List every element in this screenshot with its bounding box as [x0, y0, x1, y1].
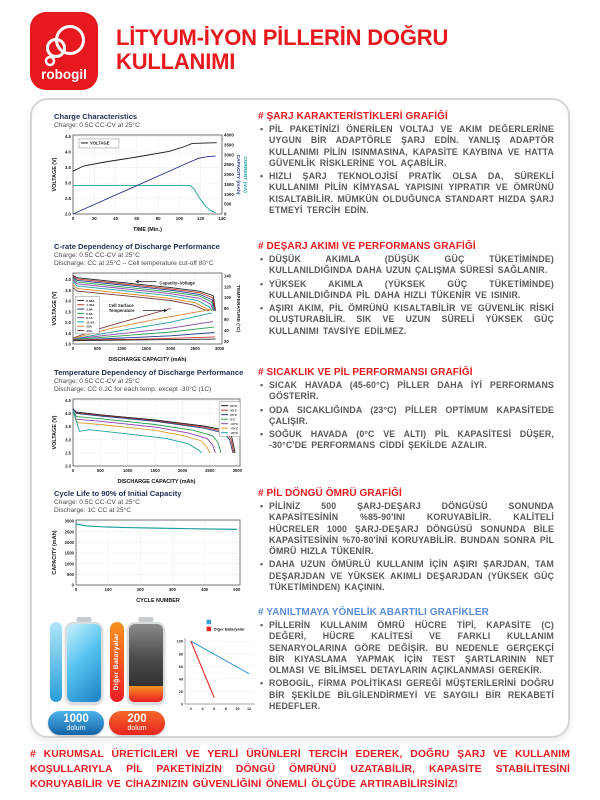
svg-text:400: 400 [201, 587, 209, 593]
bullet: • PİLİNİZ 500 ŞARJ-DEŞARJ DÖNGÜSÜ SONUNDA KAPASİTESİNİN %85-90'INI KORUYABİLİR. KALİTELİ HÜCRELER 1000 ŞARJ-DEŞARJ DÖNGÜSÜ SONUNDA BİLE KAPASİTESİNİN %70-80'İNİ KORUYABİLİR. BUNDAN SONRA PİL ÖMRÜ HIZLA TÜKENİR. [258, 501, 554, 557]
svg-text:140: 140 [218, 216, 226, 222]
chart-title: C-rate Dependency of Discharge Performance [54, 242, 220, 251]
section-charge-characteristics [258, 110, 556, 240]
svg-text:4000: 4000 [224, 132, 234, 138]
other-battery-bar [110, 622, 124, 702]
svg-text:CYCLE NUMBER: CYCLE NUMBER [136, 598, 180, 605]
svg-text:100: 100 [175, 216, 184, 222]
svg-text:120: 120 [197, 216, 205, 222]
robogil-battery-top [50, 616, 103, 704]
svg-text:0: 0 [71, 468, 75, 474]
bullet: • SICAK HAVADA (45-60°C) PİLLER DAHA İYİ PERFORMANS GÖSTERİR. [258, 380, 554, 403]
svg-text:TIME (Min.): TIME (Min.) [133, 227, 162, 234]
svg-text:40: 40 [113, 216, 119, 222]
svg-text:300: 300 [168, 587, 176, 593]
chart-canvas-cycle-life [48, 516, 250, 606]
battery-cap [76, 617, 91, 622]
footer-note: # KURUMSAL ÜRETİCİLERİ VE YERLİ ÜRÜNLERİ TERCİH EDEREK, DOĞRU ŞARJ VE KULLANIM KOŞULLARIYLA PİL PAKETİNİZİN DÖNGÜ ÖMRÜNÜ UZATABİLİR, KAPASİTE STABİLİTESİNİ KORUYABİLİR VE CİHAZINIZIN GÜVENLİĞİNİ ÖNEMLİ ÖLÇÜDE ARTIRABİLİRSİNİZ! [30, 749, 570, 791]
cycle-comparison-mini-chart [170, 616, 260, 721]
svg-text:2500: 2500 [205, 468, 215, 474]
svg-text:1000: 1000 [224, 192, 234, 198]
svg-text:45°C: 45°C [230, 409, 238, 414]
svg-text:8.7A: 8.7A [86, 316, 93, 321]
chart-crate-dependency [44, 240, 250, 366]
section-temperature-performance [258, 366, 556, 487]
bullet: • ODA SICAKLIĞINDA (23°C) PİLLER OPTİMUM KAPASİTEDE ÇALIŞIR. [258, 405, 554, 428]
svg-text:1000: 1000 [64, 561, 74, 567]
svg-text:4: 4 [201, 707, 204, 711]
svg-text:20: 20 [178, 690, 183, 695]
svg-text:4.5: 4.5 [64, 134, 71, 140]
svg-text:140: 140 [224, 273, 231, 279]
robogil-battery-bar [50, 622, 62, 702]
svg-text:60: 60 [224, 317, 229, 323]
chart-subtitle: Charge: 0.5C CC-CV at 25°C [54, 122, 140, 129]
section-bullets [258, 620, 554, 712]
content-panel [30, 98, 570, 738]
svg-text:3000: 3000 [224, 152, 234, 158]
battery-cap [138, 617, 153, 622]
bullet: • DAHA UZUN ÖMÜRLÜ KULLANIM İÇİN AŞIRI ŞARJDAN, TAM DEŞARJDAN VE YÜKSEK AKIMLI DEŞARJDAN (YÜKSEK GÜÇ TÜKETİMİNDEN) KAÇININ. [258, 559, 554, 593]
svg-text:3.5: 3.5 [65, 288, 71, 294]
svg-text:2000: 2000 [64, 540, 74, 546]
svg-text:-10°C: -10°C [230, 422, 239, 427]
svg-text:1.0: 1.0 [65, 342, 71, 348]
bullet: • YÜKSEK AKIMLA (YÜKSEK GÜÇ TÜKETİMİNDE) KULLANILDIĞINDA PİL DAHA HIZLI TÜKENİR VE ISINIR. [258, 279, 554, 302]
svg-text:4.0: 4.0 [65, 277, 71, 283]
svg-text:2.0: 2.0 [64, 211, 71, 217]
cycle-unit: dolum [66, 725, 86, 733]
svg-text:80: 80 [155, 216, 161, 222]
cycle-count: 200 [127, 712, 147, 725]
svg-text:3000: 3000 [232, 468, 242, 474]
bullet: • AŞIRI AKIM, PİL ÖMRÜNÜ KISALTABİLİR VE GÜVENLİK RİSKİ OLUŞTURABİLİR. SIK VE UZUN SÜRELİ YÜKSEK GÜÇ KULLANIMI TAVSİYE EDİLMEZ. [258, 303, 554, 337]
chart-temperature-dependency [44, 366, 250, 487]
chart-title: Charge Characteristics [54, 112, 138, 121]
svg-text:3.5: 3.5 [64, 165, 71, 171]
other-battery-icon [127, 622, 165, 704]
svg-text:20A: 20A [86, 325, 92, 330]
svg-text:11.6A: 11.6A [86, 320, 95, 325]
svg-text:20: 20 [91, 216, 97, 222]
section-heading: # SICAKLIK VE PİL PERFORMANSI GRAFİĞİ [258, 367, 473, 378]
svg-text:0: 0 [224, 211, 227, 217]
svg-text:1500: 1500 [141, 346, 151, 352]
svg-text:10: 10 [235, 707, 240, 711]
svg-text:0: 0 [74, 587, 78, 593]
svg-text:2.5: 2.5 [64, 196, 71, 202]
other-cycle-badge [109, 711, 165, 735]
svg-text:4.5: 4.5 [65, 398, 71, 404]
chart-cycle-life [44, 487, 250, 606]
other-battery-top [110, 616, 165, 704]
svg-text:40: 40 [178, 677, 183, 682]
chart-title: Temperature Dependency of Discharge Performance [54, 368, 244, 377]
svg-text:40: 40 [224, 328, 229, 334]
svg-text:2: 2 [189, 707, 192, 711]
robogil-battery-icon [65, 622, 103, 704]
svg-text:25°C: 25°C [230, 413, 238, 418]
svg-text:60: 60 [134, 216, 140, 222]
svg-text:3000: 3000 [64, 519, 74, 525]
svg-text:3.0: 3.0 [65, 299, 71, 305]
section-heading: # ŞARJ KARAKTERİSTİKLERİ GRAFİĞİ [258, 111, 448, 122]
svg-text:-30°C: -30°C [230, 431, 239, 436]
section-misleading-graphs [258, 606, 556, 730]
other-battery-group [109, 616, 165, 735]
svg-text:CAPACITY (mAh): CAPACITY (mAh) [235, 154, 240, 195]
svg-text:Cell Surface: Cell Surface [108, 303, 134, 309]
svg-text:3500: 3500 [224, 142, 234, 148]
svg-text:0: 0 [71, 346, 75, 352]
page-header [0, 0, 600, 90]
svg-text:VOLTAGE (V): VOLTAGE (V) [52, 157, 58, 192]
svg-text:2500: 2500 [190, 346, 200, 352]
svg-text:3.0: 3.0 [64, 180, 71, 186]
section-bullets [258, 501, 554, 593]
cycle-count: 1000 [63, 712, 89, 725]
svg-text:5.8A: 5.8A [86, 312, 93, 317]
svg-text:2000: 2000 [166, 346, 176, 352]
bullet: • HIZLI ŞARJ TEKNOLOJİSİ PRATİK OLSA DA, SÜREKLİ KULLANIMI PİLİN KİMYASAL YAPISINI YIPRATIR VE ÖMRÜNÜ KISALTABİLİR. MÜMKÜN OLDUĞUNCA STANDART HIZDA ŞARJ ETMEYİ TERCİH EDİN. [258, 171, 554, 216]
svg-text:CURRENT (mA): CURRENT (mA) [242, 156, 247, 193]
svg-text:80: 80 [224, 306, 229, 312]
svg-text:3000: 3000 [214, 346, 225, 352]
bullet: • SOĞUK HAVADA (0°C VE ALTI) PİL KAPASİTESİ DÜŞER, -30°C'DE PERFORMANS CİDDİ ŞEKİLDE AZALIR. [258, 429, 554, 452]
robogil-battery-group [48, 616, 104, 735]
svg-text:4.0: 4.0 [64, 149, 71, 155]
svg-text:3.5: 3.5 [65, 424, 71, 430]
svg-text:2500: 2500 [64, 529, 74, 535]
chart-canvas-charge [48, 131, 250, 238]
svg-text:TEMPERATURE (°C): TEMPERATURE (°C) [235, 285, 240, 333]
svg-text:1.45A: 1.45A [86, 303, 95, 308]
svg-text:0.58A: 0.58A [86, 299, 95, 304]
chart-subtitle: Charge: 0.5C CC-CV at 25°C [54, 378, 140, 385]
svg-text:12: 12 [247, 707, 252, 711]
svg-text:DISCHARGE CAPACITY (mAh): DISCHARGE CAPACITY (mAh) [108, 357, 187, 364]
svg-text:6: 6 [213, 707, 216, 711]
svg-text:robogil: robogil [41, 67, 87, 82]
svg-text:4.0: 4.0 [65, 411, 71, 417]
svg-text:2500: 2500 [224, 162, 234, 168]
section-bullets [258, 124, 554, 216]
svg-text:CAPACITY (mAh): CAPACITY (mAh) [52, 530, 58, 576]
svg-text:Capacity–Voltage: Capacity–Voltage [159, 280, 195, 286]
battery-comparison-graphic [44, 606, 252, 733]
svg-text:1500: 1500 [150, 468, 160, 474]
svg-text:120: 120 [224, 284, 231, 290]
chart-title: Cycle Life to 90% of Initial Capacity [54, 489, 182, 498]
svg-text:0°C: 0°C [230, 418, 236, 423]
chart-subtitle: Discharge: CC at 25°C – Cell temperature cut-off 80°C [54, 260, 214, 268]
svg-text:2000: 2000 [224, 172, 234, 178]
section-heading: # DEŞARJ AKIMI VE PERFORMANS GRAFİĞİ [258, 241, 476, 252]
svg-text:1000: 1000 [123, 468, 133, 474]
svg-text:3.0: 3.0 [65, 437, 71, 443]
robogil-logo-icon [30, 12, 98, 90]
bullet: • ROBOGİL, FİRMA POLİTİKASI GEREĞİ MÜŞTERİLERİNİ DOĞRU BİR ŞEKİLDE BİLGİLENDİRMEYİ VE SAYGILI BİR REKABETİ HEDEFLER. [258, 678, 554, 712]
chart-subtitle: Charge: 0.5C CC-CV at 25°C [54, 499, 140, 506]
svg-text:2.5: 2.5 [65, 450, 71, 456]
svg-text:2.5: 2.5 [65, 309, 71, 315]
section-cycle-life [258, 487, 556, 606]
svg-text:0: 0 [71, 216, 75, 222]
low-charge-fill [129, 686, 163, 702]
svg-text:1000: 1000 [117, 346, 127, 352]
svg-text:Temperature: Temperature [108, 308, 135, 314]
svg-text:0: 0 [71, 583, 74, 589]
chart-charge-characteristics [44, 110, 250, 240]
svg-text:VOLTAGE (V): VOLTAGE (V) [52, 292, 58, 326]
svg-text:500: 500 [93, 346, 101, 352]
svg-text:1.5: 1.5 [65, 331, 71, 337]
svg-text:500: 500 [224, 201, 232, 207]
other-battery-bar-label: Diğer Bataryalar [113, 633, 120, 691]
section-discharge-current [258, 240, 556, 366]
chart-canvas-temperature [48, 395, 250, 487]
svg-text:1500: 1500 [224, 182, 234, 188]
svg-text:500: 500 [233, 587, 241, 593]
svg-text:200: 200 [136, 587, 144, 593]
chart-subtitle: Discharge: 1C CC at 25°C [54, 507, 132, 515]
svg-text:0: 0 [180, 702, 183, 707]
chart-subtitle: Charge: 0.5C CC-CV at 25°C [54, 252, 140, 259]
svg-text:100: 100 [104, 587, 112, 593]
svg-text:2.0: 2.0 [65, 320, 71, 326]
bullet: • PİL PAKETİNİZİ ÖNERİLEN VOLTAJ VE AKIM DEĞERLERİNE UYGUN BİR ADAPTÖRLE ŞARJ EDİN. YANLIŞ ADAPTÖR KULLANIMI PİLİN ISINMASINA, KAPASİTE KAYBINA VE HATTA GÜVENLİK RİSKLERİNE YOL AÇABİLİR. [258, 124, 554, 169]
svg-text:500: 500 [67, 572, 74, 578]
chart-subtitle: Discharge: CC 0.2C for each temp. except -30°C (1C) [54, 386, 212, 394]
svg-text:100: 100 [176, 639, 183, 644]
bullet: • DÜŞÜK AKIMLA (DÜŞÜK GÜÇ TÜKETİMİNDE) KULLANILDIĞINDA DAHA UZUN ÇALIŞMA SÜRESİ SAĞLANIR. [258, 254, 554, 277]
section-bullets [258, 254, 554, 337]
svg-text:25A: 25A [86, 329, 92, 334]
section-bullets [258, 380, 554, 452]
svg-text:Diğer Bataryalar: Diğer Bataryalar [213, 626, 245, 632]
svg-text:60°C: 60°C [230, 404, 238, 409]
svg-text:-20°C: -20°C [230, 427, 239, 432]
svg-text:60: 60 [178, 664, 183, 669]
svg-text:2000: 2000 [177, 468, 188, 474]
svg-text:2.0: 2.0 [65, 464, 71, 470]
cycle-unit: dolum [127, 725, 147, 733]
svg-text:8: 8 [224, 707, 227, 711]
svg-text:80: 80 [178, 652, 183, 657]
svg-text:100: 100 [224, 295, 231, 301]
svg-text:20: 20 [224, 339, 229, 345]
svg-text:500: 500 [96, 468, 104, 474]
page-title: LİTYUM-İYON PİLLERİN DOĞRU KULLANIMI [116, 25, 449, 75]
svg-text:2.9A: 2.9A [86, 307, 93, 312]
section-heading: # YANILTMAYA YÖNELİK ABARTILI GRAFİKLER [258, 607, 489, 618]
svg-text:DISCHARGE CAPACITY (mAh): DISCHARGE CAPACITY (mAh) [117, 479, 196, 486]
svg-text:VOLTAGE (V): VOLTAGE (V) [52, 416, 58, 450]
svg-text:1500: 1500 [64, 551, 74, 557]
svg-text:VOLTAGE: VOLTAGE [89, 140, 110, 146]
bullet: • PİLLERİN KULLANIM ÖMRÜ HÜCRE TİPİ, KAPASİTE (C) DEĞERİ, HÜCRE KALİTESİ VE FARKLI KULLANIM SENARYOLARINA GÖRE DEĞİŞİR. BU NEDENLE GERÇEKÇİ BİR KIYASLAMA YAPMAK İÇİN TEST ŞARTLARININ NET OLMASI VE BİLİMSEL DETAYLARIN AÇIKLANMASI GEREKİR. [258, 620, 554, 676]
chart-canvas-crate [48, 269, 250, 366]
section-heading: # PİL DÖNGÜ ÖMRÜ GRAFİĞİ [258, 488, 402, 499]
robogil-cycle-badge [48, 711, 104, 735]
robogil-logo [30, 12, 98, 90]
